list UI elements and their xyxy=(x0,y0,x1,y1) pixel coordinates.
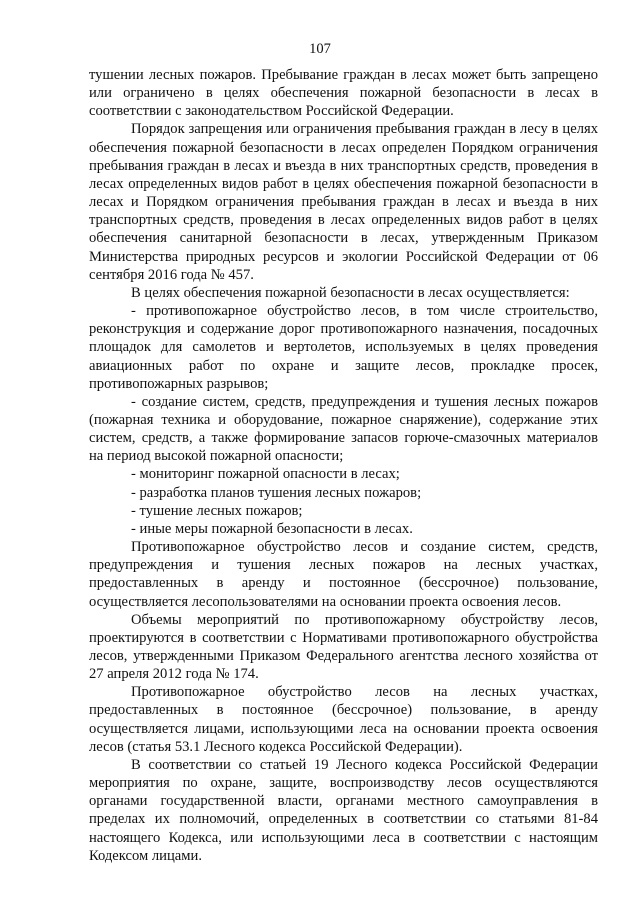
document-body xyxy=(89,66,598,865)
page-number: 107 xyxy=(309,41,331,57)
list-item-plans: - разработка планов тушения лесных пожаров; xyxy=(131,484,422,501)
paragraph-permanent-use: Противопожарное обустройство лесов на лесных участках, предоставленных в постоянное (бессрочное) пользование, в аренду осуществляется лицами, использующими леса на основании проекта освоения лесов (статья 53.1 Лесного кодекса Российской Федерации). xyxy=(89,684,598,755)
list-item-fire-infrastructure: - противопожарное обустройство лесов, в том числе строительство, реконструкция и содержание дорог противопожарного назначения, посадочных площадок для самолетов и вертолетов, используемых в целях проведения авиационных работ по охране и защите лесов, прокладке просек, противопожарных разрывов; xyxy=(89,303,598,392)
paragraph-continuation: тушении лесных пожаров. Пребывание граждан в лесах может быть запрещено или ограничено в целях обеспечения пожарной безопасности в лесах в соответствии с законодательством Российской Федерации. xyxy=(89,67,598,120)
paragraph-measures-intro: В целях обеспечения пожарной безопасности в лесах осуществляется: xyxy=(131,284,570,301)
list-item-fire-systems: - создание систем, средств, предупреждения и тушения лесных пожаров (пожарная техника и оборудование, пожарное снаряжение), содержание этих систем, средств, а также формирование запасов горюче-смазочных материалов на период высокой пожарной опасности; xyxy=(89,393,598,465)
list-item-monitoring: - мониторинг пожарной опасности в лесах; xyxy=(131,466,400,483)
paragraph-lessees: Противопожарное обустройство лесов и создание систем, средств, предупреждения и тушения лесных пожаров на лесных участках, предоставленных в аренду и постоянное (бессрочное) пользование, осуществляется лесопользователями на основании проекта освоения лесов. xyxy=(89,539,598,610)
paragraph-ban-order: Порядок запрещения или ограничения пребывания граждан в лесу в целях обеспечения пожарной безопасности в лесах определен Порядком ограничения пребывания граждан в лесах и въезда в них транспортных средств, проведения в лесах определенных видов работ в целях обеспечения пожарной безопасности в лесах и Порядком ограничения пребывания граждан в лесах и въезда в них транспортных средств, проведения в лесах определенных видов работ в целях обеспечения санитарной безопасности в лесах, утвержденным Приказом Министерства природных ресурсов и экологии Российской Федерации от 06 сентября 2016 года № 457. xyxy=(89,121,598,283)
list-item-other-measures: - иные меры пожарной безопасности в лесах. xyxy=(131,520,413,537)
paragraph-norms: Объемы мероприятий по противопожарному обустройству лесов, проектируются в соответствии с Нормативами противопожарного обустройства лесов, утвержденными Приказом Федерального агентства лесного хозяйства от 27 апреля 2012 года № 174. xyxy=(89,611,598,683)
list-item-extinguishing: - тушение лесных пожаров; xyxy=(131,502,303,519)
paragraph-article-19: В соответствии со статьей 19 Лесного кодекса Российской Федерации мероприятия по охране, защите, воспроизводству лесов осуществляются органами государственной власти, органами местного самоуправления в пределах их полномочий, определенных в соответствии со статьями 81-84 настоящего Кодекса, или использующими леса в соответствии с настоящим Кодексом лицами. xyxy=(89,756,598,864)
